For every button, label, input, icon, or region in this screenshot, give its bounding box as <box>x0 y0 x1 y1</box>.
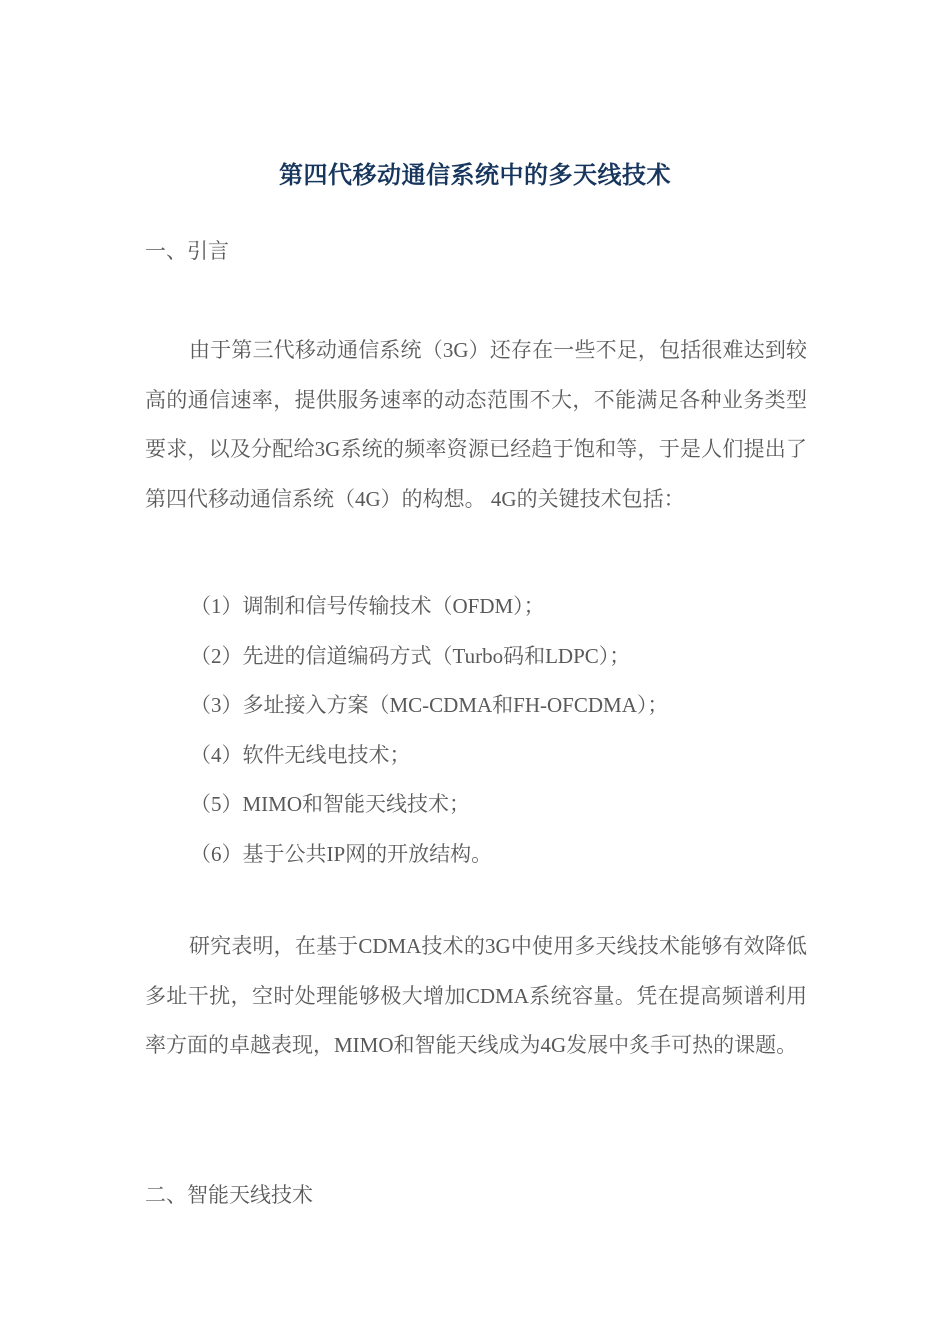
list-item: （1）调制和信号传输技术（OFDM）； <box>190 594 545 618</box>
section-heading-smart-antenna: 二、智能天线技术 <box>145 1183 313 1207</box>
list-item: （2）先进的信道编码方式（Turbo码和LDPC）； <box>190 643 631 668</box>
list-item: （5）MIMO和智能天线技术； <box>190 792 471 816</box>
list-item: （3）多址接入方案（MC-CDMA和FH-OFCDMA）； <box>190 693 669 717</box>
paragraph-intro: 由于第三代移动通信系统（3G）还存在一些不足，包括很难达到较高的通信速率，提供服务速率的动态范围不大，不能满足各种业务类型要求，以及分配给3G系统的频率资源已经趋于饱和等，于是人们提出了第四代移动通信系统（4G）的构想。 4G的关键技术包括： <box>145 338 807 511</box>
paragraph-research: 研究表明，在基于CDMA技术的3G中使用多天线技术能够有效降低多址干扰，空时处理能够极大增加CDMA系统容量。凭在提高频谱利用率方面的卓越表现，MIMO和智能天线成为4G发展中炙手可热的课题。 <box>145 934 807 1057</box>
section-heading-introduction: 一、引言 <box>145 239 229 263</box>
key-technologies-list <box>190 582 810 879</box>
list-item: （6）基于公共IP网的开放结构。 <box>190 841 493 866</box>
list-item: （4）软件无线电技术； <box>190 742 411 767</box>
document-title: 第四代移动通信系统中的多天线技术 <box>279 163 671 189</box>
